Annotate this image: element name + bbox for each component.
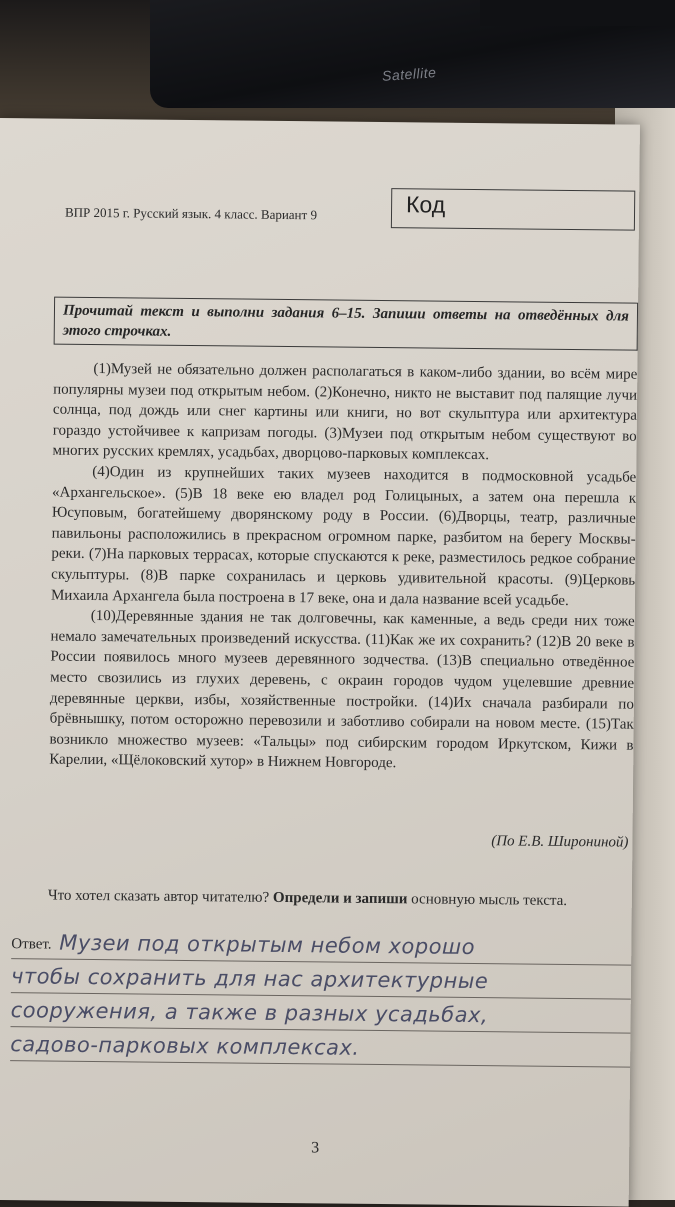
handwritten-answer-line-4: садово-парковых комплексах. [10,1032,360,1060]
question-suffix: основную мысль текста. [411,891,568,909]
text-paragraph-2: (4)Один из крупнейших таких музеев находится в подмосковной усадьбе «Архангельское». (5)В 18 веке ею владел род Голицыных, а затем она перешла к Юсуповым, богатейшему дворянскому роду в России. (6)Дворцы, театр, различные павильоны расположились в прекрасном огромном парке, разбитом на берегу Москвы-реки. (7)На парковых террасах, которые спускаются к реке, разместилось редкое собрание скульптуры. (8)В парке сохранилась и церковь удивительной красоты. (9)Церковь Михаила Архангела была построена в 17 веке, она и дала название всей усадьбе. [50,463,637,609]
text-paragraph-1: (1)Музей не обязательно должен располагаться в каком-либо здании, во всём мире популярны музеи под открытым небом. (2)Конечно, никто не выставит под палящие лучи солнца, под дождь или снег картины или книги, но вот скульптура или архитектура гораздо устойчивее к капризам погоды. (3)Музеи под открытым небом существуют во многих русских кремлях, усадьбах, дворцово-парковых комплексах. [52,360,638,464]
exam-header: ВПР 2015 г. Русский язык. 4 класс. Вариант 9 [64,204,318,223]
answer-rule [10,1060,630,1067]
code-box [391,188,635,231]
handwritten-answer-line-3: сооружения, а также в разных усадьбах, [10,998,489,1028]
question [48,887,632,912]
code-label: Код [405,191,446,218]
question-prefix: Что хотел сказать автор читателю? [47,887,270,906]
answer-label: Ответ. [11,936,52,953]
handwritten-answer-line-2: чтобы сохранить для нас архитектурные [10,964,489,994]
worksheet-page [0,118,640,1207]
laptop-brand-label: Satellite [381,64,437,84]
task-instruction: Прочитай текст и выполни задания 6–15. Запиши ответы на отведённых для этого строчках. [54,297,638,351]
text-paragraph-3: (10)Деревянные здания не так долговечны, как каменные, а ведь среди них тоже немало замечательных произведений искусства. (11)Как же их сохранить? (12)В 20 веке в России появилось много музеев деревянного зодчества. (13)В специально отведённое место свозились из глухих деревень, с окраин городов чудом уцелевшие древние деревянные церкви, избы, хозяйственные постройки. (14)Их сначала разбирали по брёвнышку, потом осторожно перевозили и заботливо собирали на новом месте. (15)Так возникло множество музеев: «Тальцы» под сибирским городом Иркутском, Кижи в Карелии, «Щёлоковский хутор» в Нижнем Новгороде. [49,608,635,772]
page-number: 3 [311,1139,320,1157]
laptop [150,0,675,108]
handwritten-answer-line-1: Музеи под открытым небом хорошо [59,930,476,960]
laptop-screen [480,0,675,26]
text-attribution: (По Е.В. Широниной) [491,833,629,851]
reading-text [49,359,637,777]
question-emphasis: Определи и запиши [272,889,408,908]
